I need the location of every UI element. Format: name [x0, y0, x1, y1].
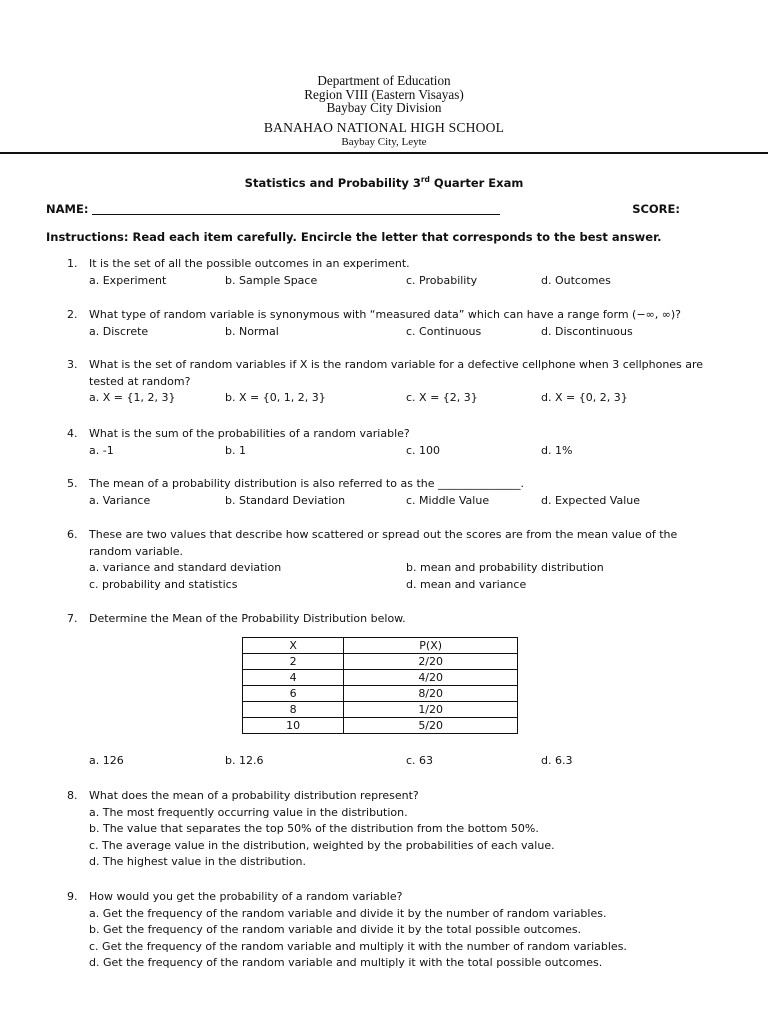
table-row [243, 670, 518, 686]
option-a[interactable]: a. -1 [89, 443, 114, 457]
table-cell: 8 [243, 702, 344, 718]
option-d[interactable]: d. mean and variance [406, 577, 527, 591]
question-number: 5. [67, 477, 78, 490]
table-cell: 2/20 [344, 654, 518, 670]
option-d[interactable]: d. Get the frequency of the random variable and multiply it with the total possible outcomes. [89, 956, 603, 969]
table-cell: 4 [243, 670, 344, 686]
table-row [243, 718, 518, 734]
exam-title-main: Statistics and Probability 3 [244, 175, 421, 190]
region-name: Region VIII (Eastern Visayas) [304, 86, 464, 102]
question-8 [67, 788, 727, 871]
question-options [89, 324, 727, 341]
option-d[interactable]: d. Expected Value [541, 493, 640, 507]
option-c[interactable]: c. The average value in the distribution, weighted by the probabilities of each value. [89, 838, 555, 852]
option-b[interactable]: b. Get the frequency of the random variable and divide it by the total possible outcomes. [89, 923, 582, 936]
option-d[interactable]: d. X = {0, 2, 3} [541, 391, 628, 404]
question-7-options [67, 753, 727, 770]
question-number: 3. [67, 358, 78, 371]
question-9 [67, 889, 727, 972]
question-number: 9. [67, 890, 78, 903]
option-c[interactable]: c. 63 [406, 754, 434, 767]
question-stem: What type of random variable is synonymous with “measured data” which can have a range form (−∞, ∞)? [89, 308, 682, 321]
option-c[interactable]: c. Continuous [406, 324, 482, 338]
option-a[interactable]: a. variance and standard deviation [89, 561, 282, 574]
option-a[interactable]: a. Discrete [89, 324, 149, 338]
question-2 [67, 307, 727, 340]
question-stem: It is the set of all the possible outcomes in an experiment. [89, 257, 410, 270]
table-header-row [243, 638, 518, 654]
table-cell: 2 [243, 654, 344, 670]
department-name: Department of Education [317, 73, 451, 88]
option-b[interactable]: b. 1 [225, 443, 246, 457]
option-a[interactable]: a. X = {1, 2, 3} [89, 391, 176, 404]
question-number: 7. [67, 612, 78, 625]
option-d[interactable]: d. The highest value in the distribution. [89, 855, 307, 868]
option-c[interactable]: c. 100 [406, 443, 441, 457]
table-cell: 4/20 [344, 670, 518, 686]
exam-title [0, 175, 768, 190]
question-number: 2. [67, 308, 78, 321]
probability-distribution-table [242, 637, 518, 734]
option-a[interactable]: a. Get the frequency of the random variable and divide it by the number of random variables. [89, 906, 607, 920]
table-row [243, 686, 518, 702]
question-1 [67, 256, 727, 289]
question-stem-continued: tested at random? [89, 374, 191, 388]
question-stem: These are two values that describe how scattered or spread out the scores are from the mean value of the [89, 528, 678, 541]
question-number: 6. [67, 528, 78, 541]
option-d[interactable]: d. Outcomes [541, 273, 611, 287]
option-c[interactable]: c. probability and statistics [89, 577, 238, 591]
question-stem: What is the set of random variables if X is the random variable for a defective cellphone when 3 cellphones are [89, 358, 704, 371]
option-b[interactable]: b. X = {0, 1, 2, 3} [225, 391, 326, 404]
table-cell: 1/20 [344, 702, 518, 718]
option-b[interactable]: b. The value that separates the top 50% of the distribution from the bottom 50%. [89, 822, 539, 835]
question-stem: What does the mean of a probability distribution represent? [89, 789, 419, 802]
question-options [89, 443, 727, 460]
option-c[interactable]: c. Middle Value [406, 493, 490, 507]
table-cell: 10 [243, 718, 344, 734]
exam-title-sup: rd [420, 175, 430, 184]
question-options-row-1 [89, 560, 727, 577]
name-blank-line[interactable] [92, 214, 500, 215]
table-cell: 6 [243, 686, 344, 702]
question-number: 4. [67, 427, 78, 440]
table-header-px: P(X) [344, 638, 518, 654]
option-a[interactable]: a. 126 [89, 754, 124, 767]
option-d[interactable]: d. Discontinuous [541, 324, 633, 338]
table-cell: 5/20 [344, 718, 518, 734]
question-stem-continued: random variable. [89, 544, 184, 558]
option-b[interactable]: b. 12.6 [225, 754, 264, 767]
question-options-row-2 [89, 577, 727, 594]
question-number: 8. [67, 789, 78, 802]
option-b[interactable]: b. Standard Deviation [225, 493, 346, 507]
question-5 [67, 476, 727, 509]
question-options [89, 273, 727, 290]
instructions: Instructions: Read each item carefully. Encircle the letter that corresponds to the best answer. [46, 230, 662, 244]
table-row [243, 654, 518, 670]
question-4 [67, 426, 727, 459]
question-3 [67, 357, 727, 407]
score-label: SCORE: [632, 202, 680, 216]
option-a[interactable]: a. Variance [89, 493, 151, 507]
header-divider [0, 152, 768, 154]
table-header-x: X [243, 638, 344, 654]
option-c[interactable]: c. X = {2, 3} [406, 391, 478, 404]
school-location: Baybay City, Leyte [341, 135, 427, 148]
name-label: NAME: [46, 202, 89, 216]
question-options [89, 493, 727, 510]
option-b[interactable]: b. mean and probability distribution [406, 561, 604, 574]
question-options [89, 753, 727, 770]
table-cell: 8/20 [344, 686, 518, 702]
question-stem: How would you get the probability of a random variable? [89, 890, 403, 903]
question-number: 1. [67, 257, 78, 270]
table-row [243, 702, 518, 718]
option-a[interactable]: a. Experiment [89, 273, 167, 287]
question-6 [67, 527, 727, 593]
option-c[interactable]: c. Get the frequency of the random variable and multiply it with the number of random variables. [89, 939, 627, 953]
option-b[interactable]: b. Sample Space [225, 273, 318, 287]
division-name: Baybay City Division [326, 100, 442, 115]
question-stem: The mean of a probability distribution is also referred to as the _______________. [89, 477, 524, 490]
question-options [89, 390, 727, 407]
option-c[interactable]: c. Probability [406, 273, 478, 287]
school-name: BANAHAO NATIONAL HIGH SCHOOL [263, 119, 505, 135]
option-d[interactable]: d. 6.3 [541, 754, 573, 767]
option-d[interactable]: d. 1% [541, 443, 573, 457]
exam-title-rest: Quarter Exam [429, 175, 524, 190]
option-b[interactable]: b. Normal [225, 324, 279, 338]
question-stem: Determine the Mean of the Probability Distribution below. [89, 612, 406, 625]
document-header [0, 74, 768, 148]
option-a[interactable]: a. The most frequently occurring value in the distribution. [89, 805, 408, 819]
question-stem: What is the sum of the probabilities of a random variable? [89, 427, 410, 440]
question-7 [67, 611, 727, 628]
